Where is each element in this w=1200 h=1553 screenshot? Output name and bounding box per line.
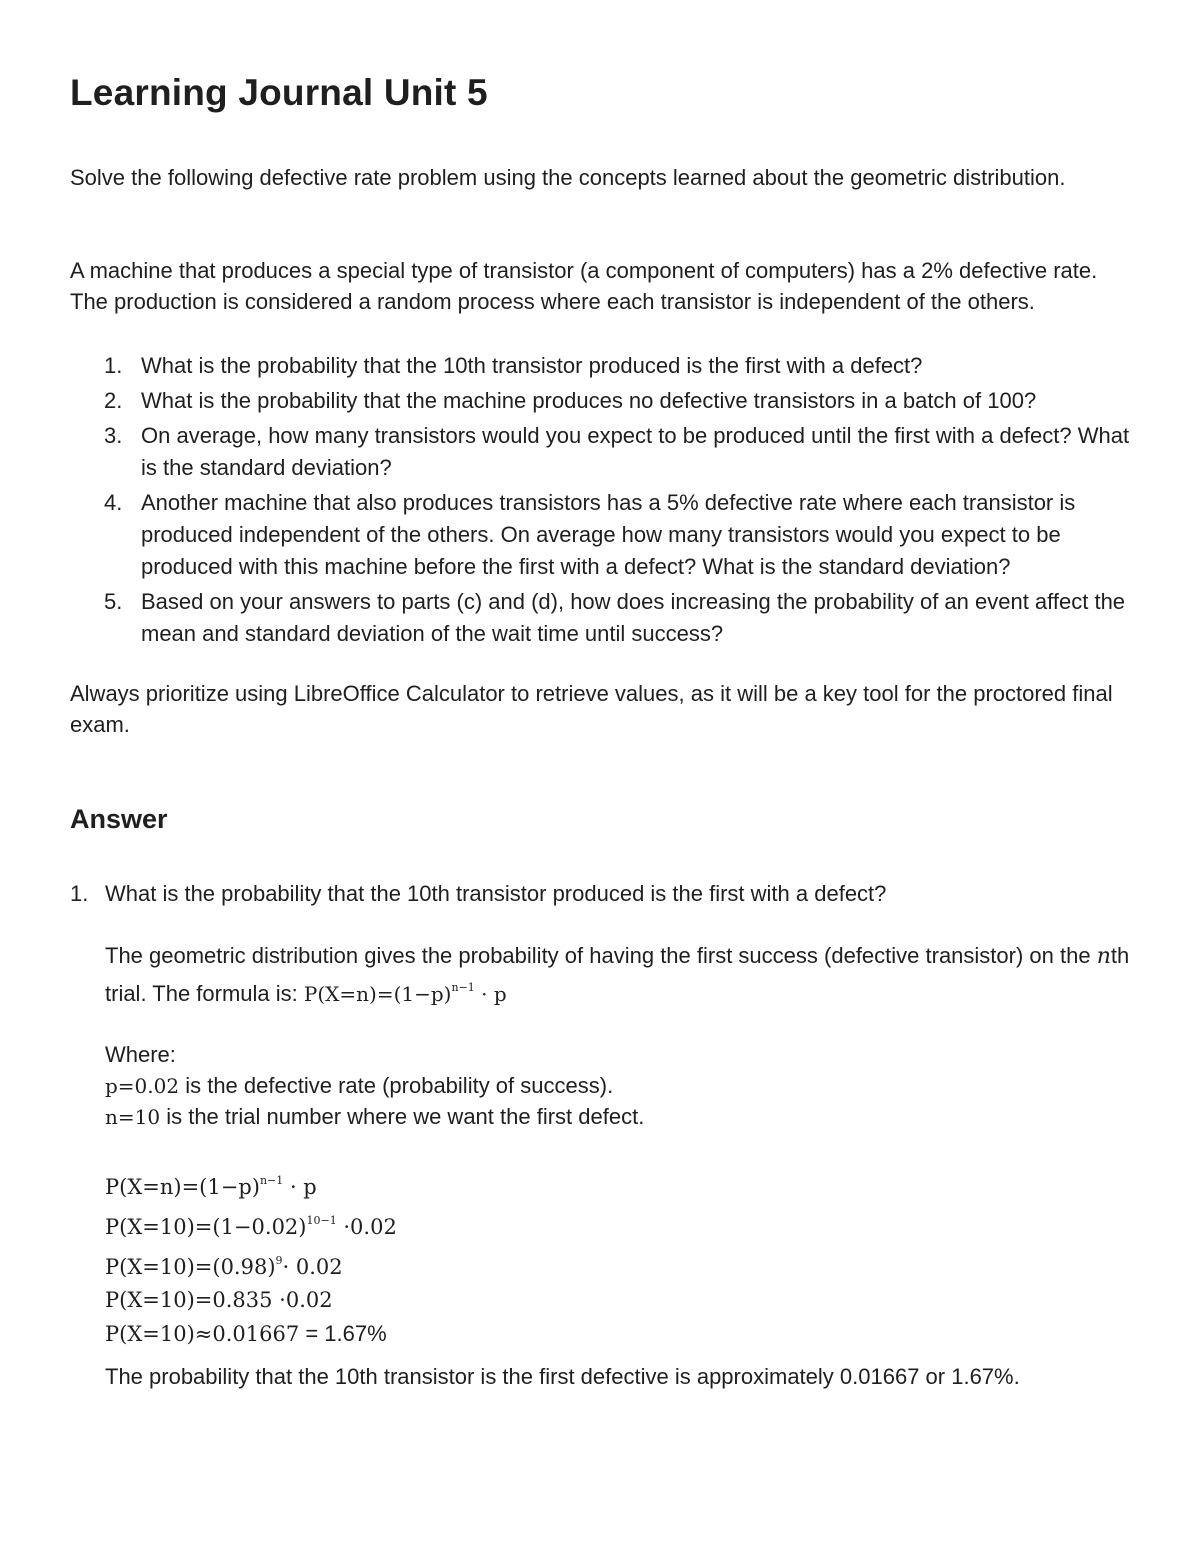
step-tail: · p	[283, 1175, 317, 1199]
formula	[304, 982, 507, 1006]
explanation-text: The geometric distribution gives the probability of having the first success (defective transistor) on the	[105, 943, 1091, 968]
question-text: What is the probability that the machine produces no defective transistors in a batch of 100?	[141, 388, 1037, 413]
step-tail: · 0.02	[282, 1255, 343, 1279]
list-number: 1.	[104, 353, 123, 378]
calculation-step	[105, 1244, 1130, 1284]
answer-question-text: What is the probability that the 10th transistor produced is the first with a defect?	[105, 881, 887, 906]
step-base: P(X=n)=(1−p)	[105, 1175, 260, 1199]
list-number: 4.	[104, 490, 123, 515]
step-exponent: 10−1	[306, 1214, 337, 1227]
list-number: 5.	[104, 589, 123, 614]
conclusion-paragraph: The probability that the 10th transistor is the first defective is approximately 0.01667 or 1.67%.	[105, 1364, 1020, 1389]
explanation-variable: n	[1096, 944, 1111, 969]
intro-paragraph: Solve the following defective rate problem using the concepts learned about the geometric distribution.	[70, 165, 1066, 190]
step-base: P(X=10)=0.835 ·0.02	[105, 1288, 333, 1312]
calculation-steps	[105, 1164, 1130, 1351]
answer-question	[70, 878, 886, 909]
question-text: What is the probability that the 10th transistor produced is the first with a defect?	[141, 353, 923, 378]
step-base: P(X=10)=(0.98)	[105, 1255, 276, 1279]
list-item	[70, 420, 1130, 484]
p-definition	[105, 1070, 1130, 1102]
formula-exponent: n−1	[451, 981, 475, 994]
step-exponent: 9	[275, 1254, 283, 1267]
step-exponent: n−1	[259, 1174, 284, 1187]
question-text: Based on your answers to parts (c) and (d), how does increasing the probability of an event affect the mean and standard deviation of the wait time until success?	[141, 589, 1126, 646]
question-list	[70, 350, 1130, 653]
question-text: On average, how many transistors would you expect to be produced until the first with a defect? What is the standard deviation?	[141, 423, 1130, 480]
formula-tail: · p	[474, 982, 507, 1006]
n-symbol: n=10	[105, 1105, 161, 1129]
page-title: Learning Journal Unit 5	[70, 72, 488, 113]
calculation-step	[105, 1284, 1130, 1317]
calculation-step	[105, 1204, 1130, 1244]
explanation-text-cont: th trial. The formula is:	[105, 943, 1130, 1006]
note-paragraph: Always prioritize using LibreOffice Calculator to retrieve values, as it will be a key tool for the proctored final exam.	[70, 681, 1113, 737]
explanation-paragraph	[105, 940, 1130, 1010]
step-base: P(X=10)=(1−0.02)	[105, 1215, 307, 1239]
n-definition	[105, 1101, 1130, 1133]
n-description: is the trial number where we want the first defect.	[160, 1104, 645, 1129]
answer-number: 1.	[70, 881, 89, 906]
step-base: P(X=10)≈0.01667	[105, 1322, 300, 1346]
list-item	[70, 385, 1130, 417]
list-number: 3.	[104, 423, 123, 448]
step-tail: ·0.02	[336, 1215, 397, 1239]
p-symbol: p=0.02	[105, 1074, 180, 1098]
where-label: Where:	[105, 1042, 176, 1067]
answer-heading: Answer	[70, 804, 168, 834]
list-item	[70, 586, 1130, 650]
calculation-step	[105, 1317, 1130, 1351]
list-item	[70, 487, 1130, 583]
formula-base: P(X=n)=(1−p)	[303, 982, 452, 1006]
problem-paragraph: A machine that produces a special type of transistor (a component of computers) has a 2% defective rate. The production is considered a random process where each transistor is independent of the others.	[70, 258, 1098, 314]
list-item	[70, 350, 1130, 382]
calculation-step	[105, 1164, 1130, 1204]
step-result: = 1.67%	[299, 1321, 387, 1346]
question-text: Another machine that also produces transistors has a 5% defective rate where each transistor is produced independent of the others. On average how many transistors would you expect to be produced with this machine before the first with a defect? What is the standard deviation?	[141, 490, 1076, 579]
list-number: 2.	[104, 388, 123, 413]
p-description: is the defective rate (probability of success).	[179, 1073, 614, 1098]
